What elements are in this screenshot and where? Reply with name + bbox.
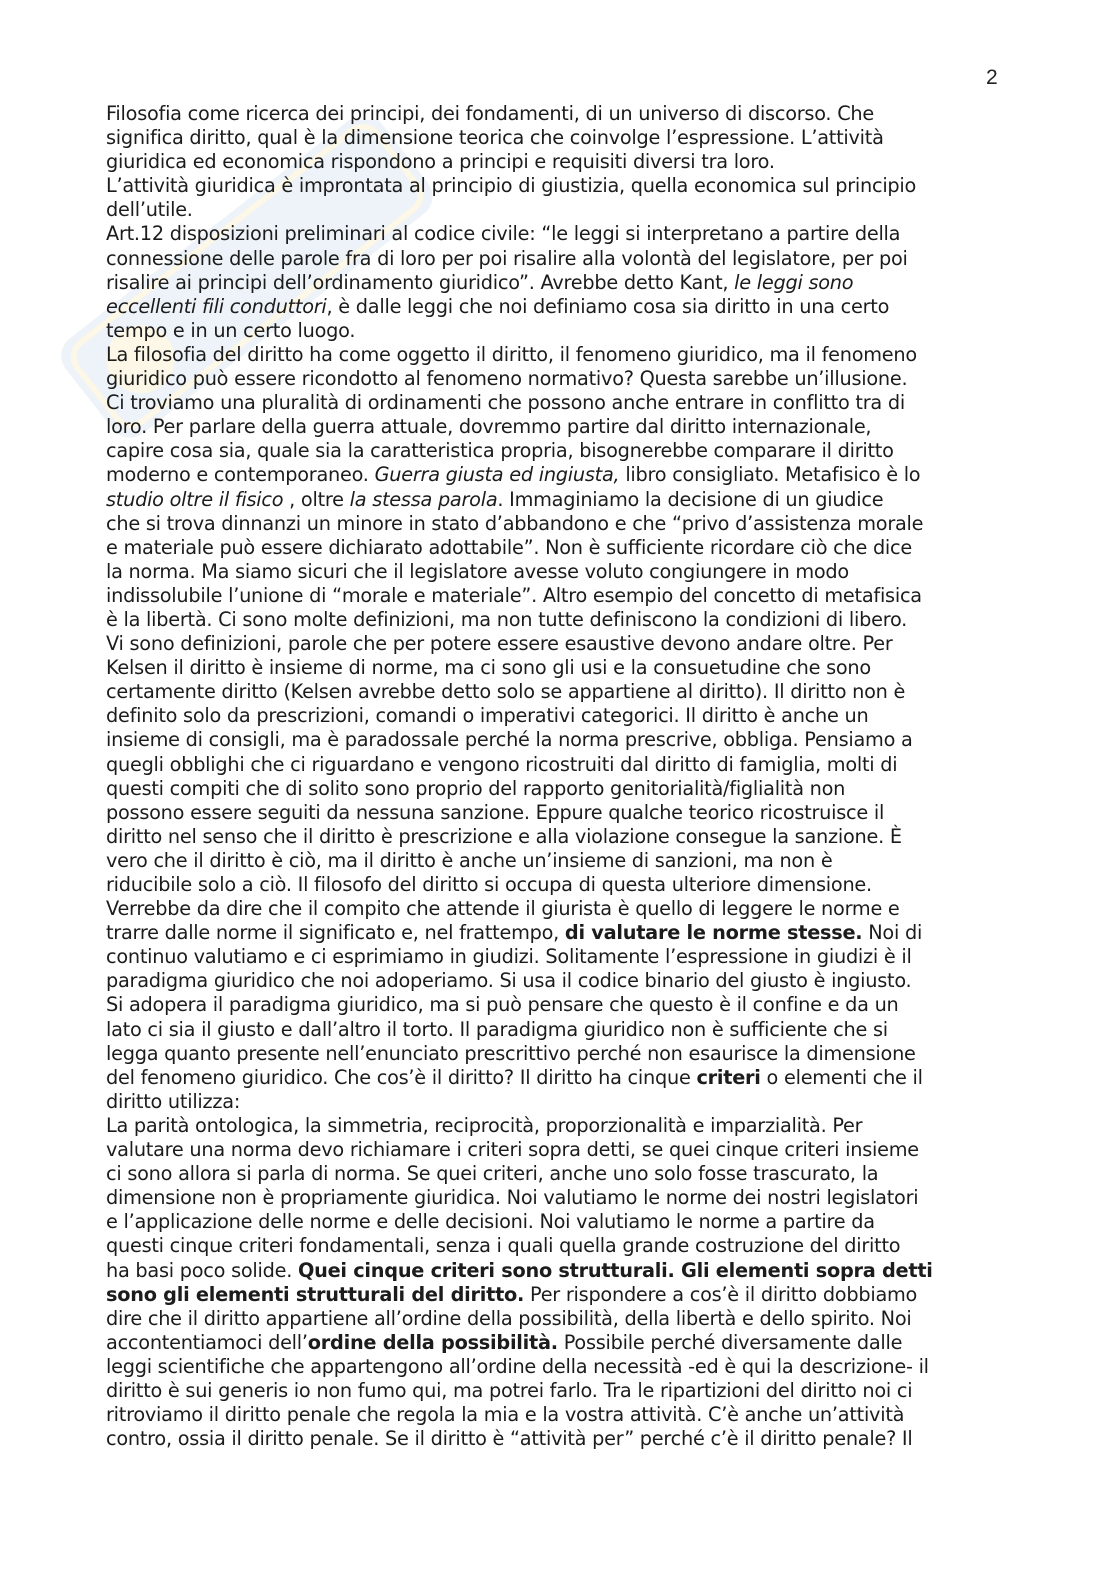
text-line — [106, 969, 1006, 993]
text-segment: capire cosa sia, quale sia la caratteristica propria, bisognerebbe comparare il diritto — [106, 439, 894, 463]
text-line — [106, 656, 1006, 680]
text-line — [106, 728, 1006, 752]
text-segment: riducibile solo a ciò. Il filosofo del diritto si occupa di questa ulteriore dimensione. — [106, 873, 872, 896]
text-segment: . Immaginiamo la decisione di un giudice — [497, 487, 884, 511]
text-segment: questi compiti che di solito sono proprio del rapporto genitorialità/figlialità non — [106, 776, 846, 800]
text-line — [106, 102, 1006, 126]
text-segment: giuridico può essere ricondotto al fenomeno normativo? Questa sarebbe un’illusione. — [106, 367, 908, 391]
text-line — [106, 126, 1006, 150]
text-line — [106, 1403, 1006, 1427]
text-line — [106, 777, 1006, 801]
text-line — [106, 391, 1006, 415]
text-line — [106, 1259, 1006, 1283]
text-segment: possono essere seguiti da nessuna sanzione. Eppure qualche teorico ricostruisce il — [106, 800, 885, 824]
text-segment: continuo valutiamo e ci esprimiamo in giudizi. Solitamente l’espressione in giudizi è il — [106, 945, 912, 969]
text-line — [106, 1379, 1006, 1403]
text-line — [106, 343, 1006, 367]
text-segment: Possibile perché diversamente dalle — [557, 1330, 903, 1354]
text-segment: diritto utilizza: — [106, 1089, 241, 1113]
text-line — [106, 849, 1006, 873]
text-line — [106, 704, 1006, 728]
text-line — [106, 897, 1006, 921]
text-segment: risalire ai principi dell’ordinamento giuridico”. Avrebbe detto Kant, — [106, 270, 735, 294]
text-line — [106, 367, 1006, 391]
text-line — [106, 873, 1006, 897]
text-line — [106, 921, 1006, 945]
text-segment: Kelsen il diritto è insieme di norme, ma ci sono gli usi e la consuetudine che sono — [106, 656, 871, 680]
text-segment: Guerra giusta ed ingiusta, — [374, 463, 620, 487]
text-segment: diritto è sui generis io non fumo qui, ma potrei farlo. Tra le ripartizioni del diritto noi ci — [106, 1378, 913, 1402]
text-segment: lato ci sia il giusto e dall’altro il torto. Il paradigma giuridico non è sufficiente che si — [106, 1017, 888, 1041]
text-segment: diritto nel senso che il diritto è prescrizione e alla violazione consegue la sanzione. È — [106, 824, 902, 848]
text-segment: sono gli elementi strutturali del diritto. — [106, 1282, 525, 1306]
text-segment: accontentiamoci dell’ — [106, 1330, 308, 1354]
text-segment: criteri — [696, 1065, 761, 1089]
text-line — [106, 271, 1006, 295]
text-segment: giuridica ed economica rispondono a principi e requisiti diversi tra loro. — [106, 150, 775, 174]
text-segment: studio oltre il fisico — [106, 487, 284, 511]
text-segment: leggi scientifiche che appartengono all’ordine della necessità -ed è qui la descrizione- il — [106, 1354, 929, 1378]
text-segment: contro, ossia il diritto penale. Se il diritto è “attività per” perché c’è il diritto penale? Il — [106, 1427, 913, 1451]
text-segment: libro consigliato. Metafisico è lo — [619, 463, 921, 487]
text-line — [106, 753, 1006, 777]
text-segment: Verrebbe da dire che il compito che attende il giurista è quello di leggere le norme e — [106, 897, 900, 921]
text-segment: loro. Per parlare della guerra attuale, dovremmo partire dal diritto internazionale, — [106, 415, 872, 439]
text-segment: ordine della possibilità. — [307, 1330, 558, 1354]
text-line — [106, 1307, 1006, 1331]
text-segment: Art.12 disposizioni preliminari al codice civile: “le leggi si interpretano a partire della — [106, 222, 901, 246]
text-line — [106, 150, 1006, 174]
text-segment: legga quanto presente nell’enunciato prescrittivo perché non esaurisce la dimensione — [106, 1041, 916, 1065]
text-line — [106, 1090, 1006, 1114]
text-segment: dell’utile. — [106, 198, 193, 222]
text-segment: quegli obblighi che ci riguardano e vengono ricostruiti dal diritto di famiglia, molti di — [106, 752, 898, 776]
text-segment: le leggi sono — [734, 270, 854, 294]
page-number: 2 — [986, 66, 998, 89]
text-segment: trarre dalle norme il significato e, nel frattempo, — [106, 921, 565, 945]
text-segment: La parità ontologica, la simmetria, reciprocità, proporzionalità e imparzialità. Per — [106, 1113, 863, 1137]
text-segment: connessione delle parole fra di loro per poi risalire alla volontà del legislatore, per poi — [106, 246, 908, 270]
text-segment: questi cinque criteri fondamentali, senza i quali quella grande costruzione del diritto — [106, 1234, 901, 1258]
text-segment: e l’applicazione delle norme e delle decisioni. Noi valutiamo le norme a partire da — [106, 1210, 875, 1234]
text-segment: certamente diritto (Kelsen avrebbe detto solo se appartiene al diritto). Il diritto non è — [106, 680, 906, 704]
text-segment: , oltre — [283, 487, 350, 511]
text-line — [106, 1162, 1006, 1186]
text-line — [106, 415, 1006, 439]
text-line — [106, 1186, 1006, 1210]
text-line — [106, 1234, 1006, 1258]
text-segment: ha basi poco solide. — [106, 1258, 298, 1282]
text-segment: dire che il diritto appartiene all’ordine della possibilità, della libertà e dello spirito. Noi — [106, 1306, 912, 1330]
text-segment: Ci troviamo una pluralità di ordinamenti che possono anche entrare in conflitto tra di — [106, 391, 905, 415]
text-segment: è la libertà. Ci sono molte definizioni, ma non tutte definiscono la condizioni di libero. — [106, 607, 908, 631]
text-line — [106, 439, 1006, 463]
text-line — [106, 1210, 1006, 1234]
text-segment: ci sono allora si parla di norma. Se quei criteri, anche uno solo fosse trascurato, la — [106, 1162, 879, 1186]
text-line — [106, 1331, 1006, 1355]
text-line — [106, 560, 1006, 584]
text-line — [106, 1355, 1006, 1379]
text-line — [106, 1042, 1006, 1066]
text-segment: dimensione non è propriamente giuridica. Noi valutiamo le norme dei nostri legislatori — [106, 1186, 919, 1210]
text-segment: tempo e in un certo luogo. — [106, 318, 356, 342]
text-segment: moderno e contemporaneo. — [106, 463, 375, 487]
text-line — [106, 1018, 1006, 1042]
text-line — [106, 174, 1006, 198]
text-line — [106, 463, 1006, 487]
text-segment: Vi sono definizioni, parole che per potere essere esaustive devono andare oltre. Per — [106, 632, 893, 656]
text-line — [106, 1283, 1006, 1307]
text-segment: la stessa parola — [349, 487, 498, 511]
text-segment: insieme di consigli, ma è paradossale perché la norma prescrive, obbliga. Pensiamo a — [106, 728, 913, 752]
text-segment: Si adopera il paradigma giuridico, ma si può pensare che questo è il confine e da un — [106, 993, 899, 1017]
text-line — [106, 295, 1006, 319]
text-segment: e materiale può essere dichiarato adottabile”. Non è sufficiente ricordare ciò che dice — [106, 535, 912, 559]
text-line — [106, 536, 1006, 560]
text-segment: indissolubile l’unione di “morale e materiale”. Altro esempio del concetto di metafisica — [106, 583, 922, 607]
text-segment: Filosofia come ricerca dei principi, dei fondamenti, di un universo di discorso. Che — [106, 102, 874, 125]
text-segment: Quei cinque criteri sono strutturali. Gli elementi sopra detti — [297, 1258, 933, 1282]
text-segment: valutare una norma devo richiamare i criteri sopra detti, se quei cinque criteri insieme — [106, 1138, 919, 1162]
text-line — [106, 993, 1006, 1017]
text-segment: ritroviamo il diritto penale che regola la mia e la vostra attività. C’è anche un’attività — [106, 1403, 905, 1427]
text-line — [106, 632, 1006, 656]
text-segment: , è dalle leggi che noi definiamo cosa sia diritto in una certo — [326, 294, 890, 318]
text-segment: vero che il diritto è ciò, ma il diritto è anche un’insieme di sanzioni, ma non è — [106, 848, 833, 872]
text-line — [106, 825, 1006, 849]
text-line — [106, 512, 1006, 536]
text-segment: significa diritto, qual è la dimensione teorica che coinvolge l’espressione. L’attività — [106, 126, 884, 150]
text-segment: definito solo da prescrizioni, comandi o imperativi categorici. Il diritto è anche un — [106, 704, 869, 728]
text-line — [106, 319, 1006, 343]
text-segment: la norma. Ma siamo sicuri che il legislatore avesse voluto congiungere in modo — [106, 559, 849, 583]
text-segment: che si trova dinnanzi un minore in stato d’abbandono e che “privo d’assistenza morale — [106, 511, 924, 535]
text-line — [106, 608, 1006, 632]
text-segment: L’attività giuridica è improntata al principio di giustizia, quella economica sul principio — [106, 174, 917, 198]
text-line — [106, 222, 1006, 246]
text-segment: del fenomeno giuridico. Che cos’è il diritto? Il diritto ha cinque — [106, 1065, 697, 1089]
text-line — [106, 1427, 1006, 1451]
text-segment: paradigma giuridico che noi adoperiamo. Si usa il codice binario del giusto è ingiusto. — [106, 969, 912, 993]
text-segment: di valutare le norme stesse. — [564, 921, 863, 945]
text-line — [106, 584, 1006, 608]
text-segment: Per rispondere a cos’è il diritto dobbiamo — [524, 1282, 918, 1306]
text-segment: eccellenti fili conduttori — [106, 294, 327, 318]
text-line — [106, 488, 1006, 512]
text-line — [106, 680, 1006, 704]
text-segment: o elementi che il — [760, 1065, 923, 1089]
text-line — [106, 801, 1006, 825]
text-line — [106, 198, 1006, 222]
text-line — [106, 1138, 1006, 1162]
text-segment: Noi di — [862, 921, 923, 945]
text-line — [106, 945, 1006, 969]
text-segment: La filosofia del diritto ha come oggetto il diritto, il fenomeno giuridico, ma il fenomeno — [106, 342, 917, 366]
text-line — [106, 1114, 1006, 1138]
body-text — [106, 102, 1006, 1451]
text-line — [106, 1066, 1006, 1090]
text-line — [106, 247, 1006, 271]
